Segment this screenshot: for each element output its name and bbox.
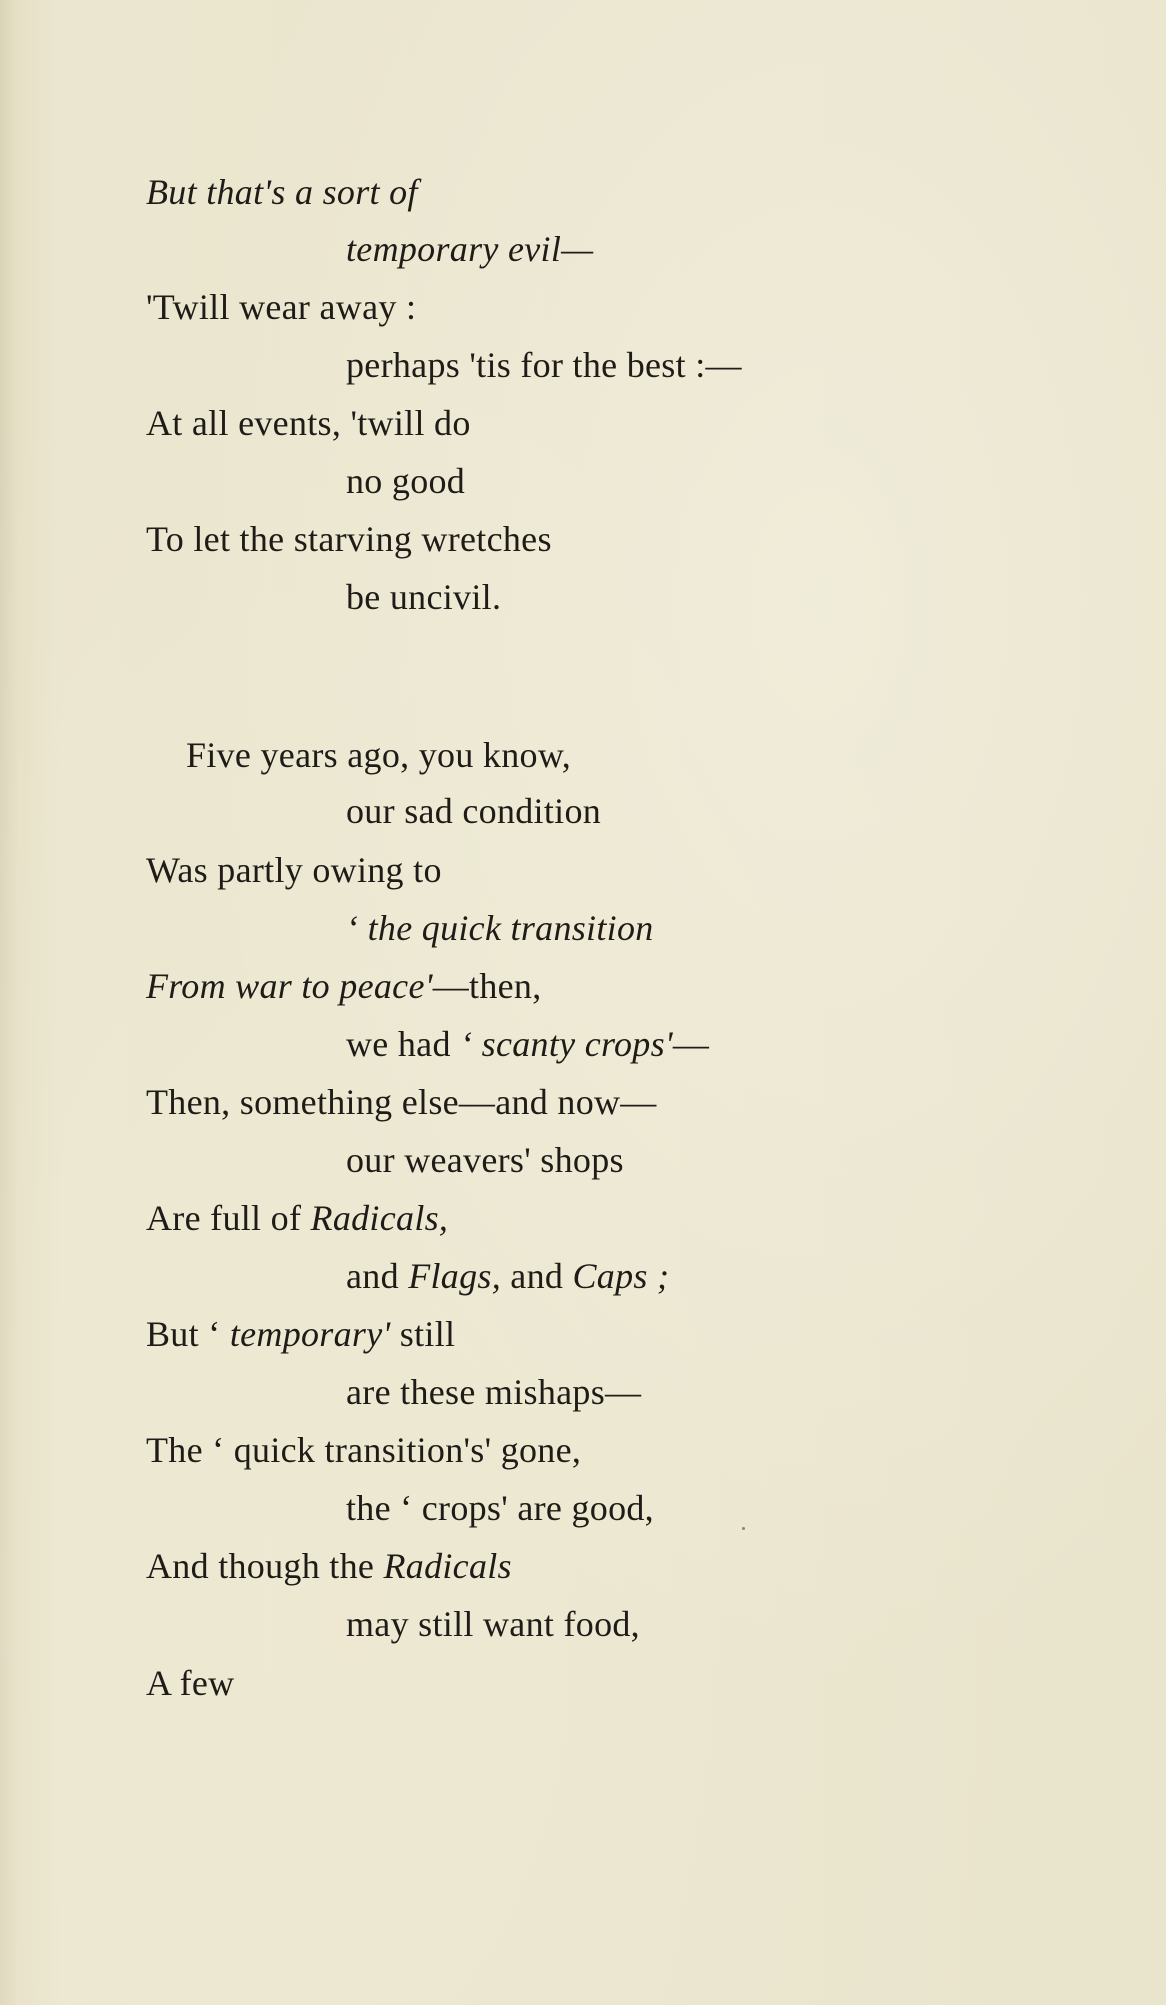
text-fragment: and — [501, 1256, 573, 1296]
italic-phrase: Radicals — [383, 1546, 512, 1586]
poem-line — [146, 1544, 512, 1588]
text-fragment: — — [672, 1024, 710, 1064]
poem-line: Then, something else—and now— — [146, 1082, 657, 1122]
poem-line — [346, 1022, 709, 1066]
text-fragment: and — [346, 1256, 409, 1296]
text-fragment: But ‘ — [146, 1314, 230, 1354]
poem-line: temporary evil— — [346, 229, 594, 269]
poem-line: 'Twill wear away : — [146, 287, 417, 327]
text-fragment: —then, — [432, 966, 542, 1006]
italic-phrase: temporary' — [229, 1314, 391, 1354]
text-fragment: And though the — [146, 1546, 384, 1586]
poem-line: perhaps 'tis for the best :— — [346, 345, 742, 385]
poem-line — [146, 964, 542, 1008]
poem-line — [146, 1312, 455, 1356]
poem-line: But that's a sort of — [146, 172, 418, 212]
poem-line: the ‘ crops' are good, — [346, 1488, 654, 1528]
poem-line: ‘ the quick transition — [346, 908, 654, 948]
poem-line — [146, 1196, 448, 1240]
italic-phrase: Caps ; — [572, 1256, 670, 1296]
poem-line: The ‘ quick transition's' gone, — [146, 1430, 582, 1470]
poem-line: At all events, 'twill do — [146, 403, 471, 443]
poem-line — [346, 1254, 669, 1298]
italic-phrase: ‘ scanty crops' — [460, 1024, 673, 1064]
text-fragment: Are full of — [146, 1198, 311, 1238]
italic-phrase: Flags, — [408, 1256, 501, 1296]
poem-line: Was partly owing to — [146, 850, 442, 890]
poem-line: are these mishaps— — [346, 1372, 642, 1412]
italic-phrase: From war to peace' — [146, 966, 433, 1006]
poem-line: be uncivil. — [346, 577, 502, 617]
poem-line: Five years ago, you know, — [186, 735, 572, 775]
text-fragment: still — [390, 1314, 456, 1354]
poem-line: A few — [146, 1663, 235, 1703]
poem-line: no good — [346, 461, 466, 501]
paper-speck — [742, 1527, 745, 1530]
italic-phrase: Radicals, — [310, 1198, 449, 1238]
poem-line: may still want food, — [346, 1604, 640, 1644]
poem-line: our sad condition — [346, 791, 602, 831]
poem-line: our weavers' shops — [346, 1140, 624, 1180]
poem-line: To let the starving wretches — [146, 519, 552, 559]
text-fragment: we had — [346, 1024, 461, 1064]
